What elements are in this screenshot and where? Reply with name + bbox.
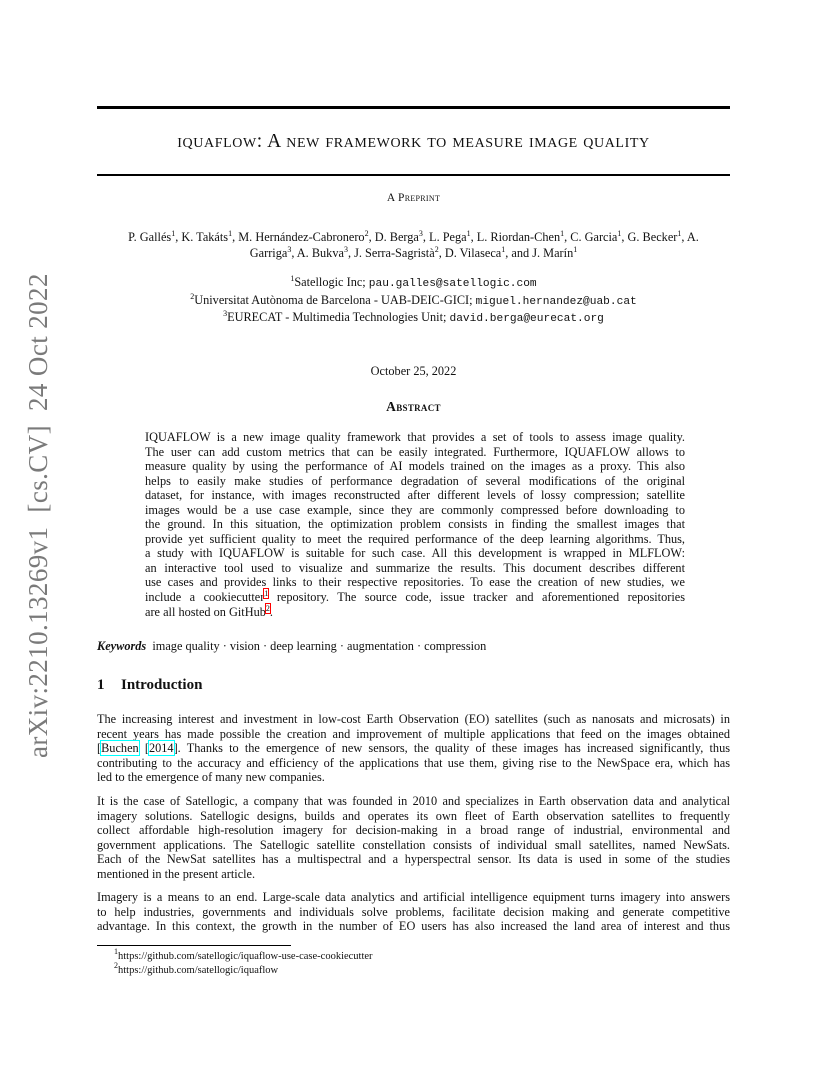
section-heading xyxy=(97,677,202,694)
citation-link[interactable]: Buchen xyxy=(101,741,139,756)
footnote-link-2[interactable]: 2 xyxy=(265,603,270,613)
title-bottom-rule xyxy=(97,174,730,176)
affiliation-3: $^3$EURECAT - Multimedia Technologies Unit; david.berga@eurecat.org xyxy=(223,309,604,325)
abstract-body xyxy=(145,430,685,619)
abstract-line: The user can add custom metrics that can be easily integrated. Furthermore, IQUAFLOW allows to xyxy=(145,444,685,459)
top-rule xyxy=(97,106,730,109)
footnote-2: $^2$https://github.com/satellogic/iquaflow xyxy=(114,961,279,976)
abstract-line: the ground. In this situation, the optimization problem consists in finding the smallest images that xyxy=(145,517,685,532)
intro-paragraph-2: It is the case of Satellogic, a company that was founded in 2010 and specializes in Earth observation data and analytical imagery solutions. Satellogic designs, builds and operates its own fleet of Earth observation satellites to frequently collect affordable high-resolution imagery for decision-making in a broad range of industrial, environmental and government applications. The Satellogic satellite constellation consists of individual small satellites, named NewSats. Each of the NewSat satellites has a multispectral and a hyperspectral sensor. Its data is used in some of the studies mentioned in the present article. xyxy=(97,794,730,881)
citation-year-link[interactable]: 2014 xyxy=(148,741,174,756)
keywords xyxy=(97,639,730,654)
abstract-line: IQUAFLOW is a new image quality framework that provides a set of tools to assess image quality. xyxy=(145,430,685,444)
arxiv-id[interactable]: arXiv:2210.13269v1 xyxy=(23,526,53,758)
publication-date: October 25, 2022 xyxy=(370,364,457,378)
footnote-url[interactable]: https://github.com/satellogic/iquaflow xyxy=(118,965,279,976)
abstract-line: dataset, for instance, with images reconstructed after different levels of lossy compression; satellite xyxy=(145,488,685,503)
keywords-label: Keywords xyxy=(97,639,147,653)
abstract-line: use cases and provides links to their respective repositories. To ease the creation of new studies, we xyxy=(145,575,685,590)
email-link[interactable]: pau.galles@satellogic.com xyxy=(368,278,537,290)
preprint-label: A Preprint xyxy=(386,192,441,204)
intro-paragraph-1: The increasing interest and investment in low-cost Earth Observation (EO) satellites (such as nanosats and microsats) in recent years has made possible the creation and improvement of multiple applications that feed on the images obtained [Buchen [2014]. Thanks to the emergence of new sensors, the quality of these images has increased significantly, thus contributing to the accuracy and efficiency of the applications that use them, giving rise to the NewSpace era, which has led to the emergence of many new companies. xyxy=(97,712,730,785)
author-line-2: Garriga$^3$, A. Bukva$^3$, J. Serra-Sagristà$^2$, D. Vilaseca$^1$, and J. Marín$^1$ xyxy=(249,244,578,260)
arxiv-date: 24 Oct 2022 xyxy=(23,273,53,412)
author-line-1: P. Gallés$^1$, K. Takáts$^1$, M. Hernández-Cabronero$^2$, D. Berga$^3$, L. Pega$^1$, L. Riordan-Chen$^1$, C. Garcia$^1$, G. Becker$^1$, A. xyxy=(128,229,699,244)
abstract-line: images would be a use case example, since they are commonly compressed before downloading to xyxy=(145,502,685,517)
arxiv-stamp xyxy=(23,273,54,758)
affiliations xyxy=(97,275,730,328)
footnote-1: $^1$https://github.com/satellogic/iquaflow-use-case-cookiecutter xyxy=(114,947,373,962)
affiliation-1: $^1$Satellogic Inc; pau.galles@satellogic.com xyxy=(290,274,537,290)
arxiv-category: [cs.CV] xyxy=(23,425,53,513)
abstract-line: a study with IQUAFLOW is suitable for such case. All this development is wrapped in MLFLOW: xyxy=(145,546,685,561)
keywords-text: image quality · vision · deep learning · augmentation · compression xyxy=(152,639,487,653)
section-number: 1 xyxy=(97,677,105,693)
abstract-line: provide yet sufficient quality to meet the required performance of the deep learning algorithms. Thus, xyxy=(145,531,685,546)
affiliation-2: $^2$Universitat Autònoma de Barcelona - UAB-DEIC-GICI; miguel.hernandez@uab.cat xyxy=(190,291,637,308)
abstract-line: helps to easily make studies of performance degradation of several modifications of the original xyxy=(145,473,685,488)
footnote-url[interactable]: https://github.com/satellogic/iquaflow-use-case-cookiecutter xyxy=(118,951,373,962)
abstract-line: are all hosted on GitHub$^2$. xyxy=(145,603,273,619)
email-link[interactable]: miguel.hernandez@uab.cat xyxy=(475,295,637,308)
footnote-link-1[interactable]: 1 xyxy=(264,589,269,599)
section-title: Introduction xyxy=(121,677,203,693)
paper-title: iquaflow: A new framework to measure image quality xyxy=(177,131,650,152)
footnote-rule xyxy=(97,945,291,946)
abstract-line: include a cookiecutter$^1$ repository. The source code, issue tracker and aforementioned repositories xyxy=(145,589,685,605)
abstract-heading: Abstract xyxy=(386,399,441,414)
author-list xyxy=(92,230,735,261)
intro-paragraph-3: Imagery is a means to an end. Large-scale data analytics and artificial intelligence equipment turns imagery into answers to help industries, governments and individuals solve problems, facilitate decision making and generate competitive advantage. In this context, the growth in the number of EO users has also increased the land area of interest and thus xyxy=(97,890,730,934)
abstract-line: an interactive tool used to visualize and summarize the results. This document describes different xyxy=(145,560,685,575)
email-link[interactable]: david.berga@eurecat.org xyxy=(449,313,604,325)
abstract-line: measure quality by using the performance of AI models trained on the images as a proxy. This also xyxy=(145,459,685,474)
